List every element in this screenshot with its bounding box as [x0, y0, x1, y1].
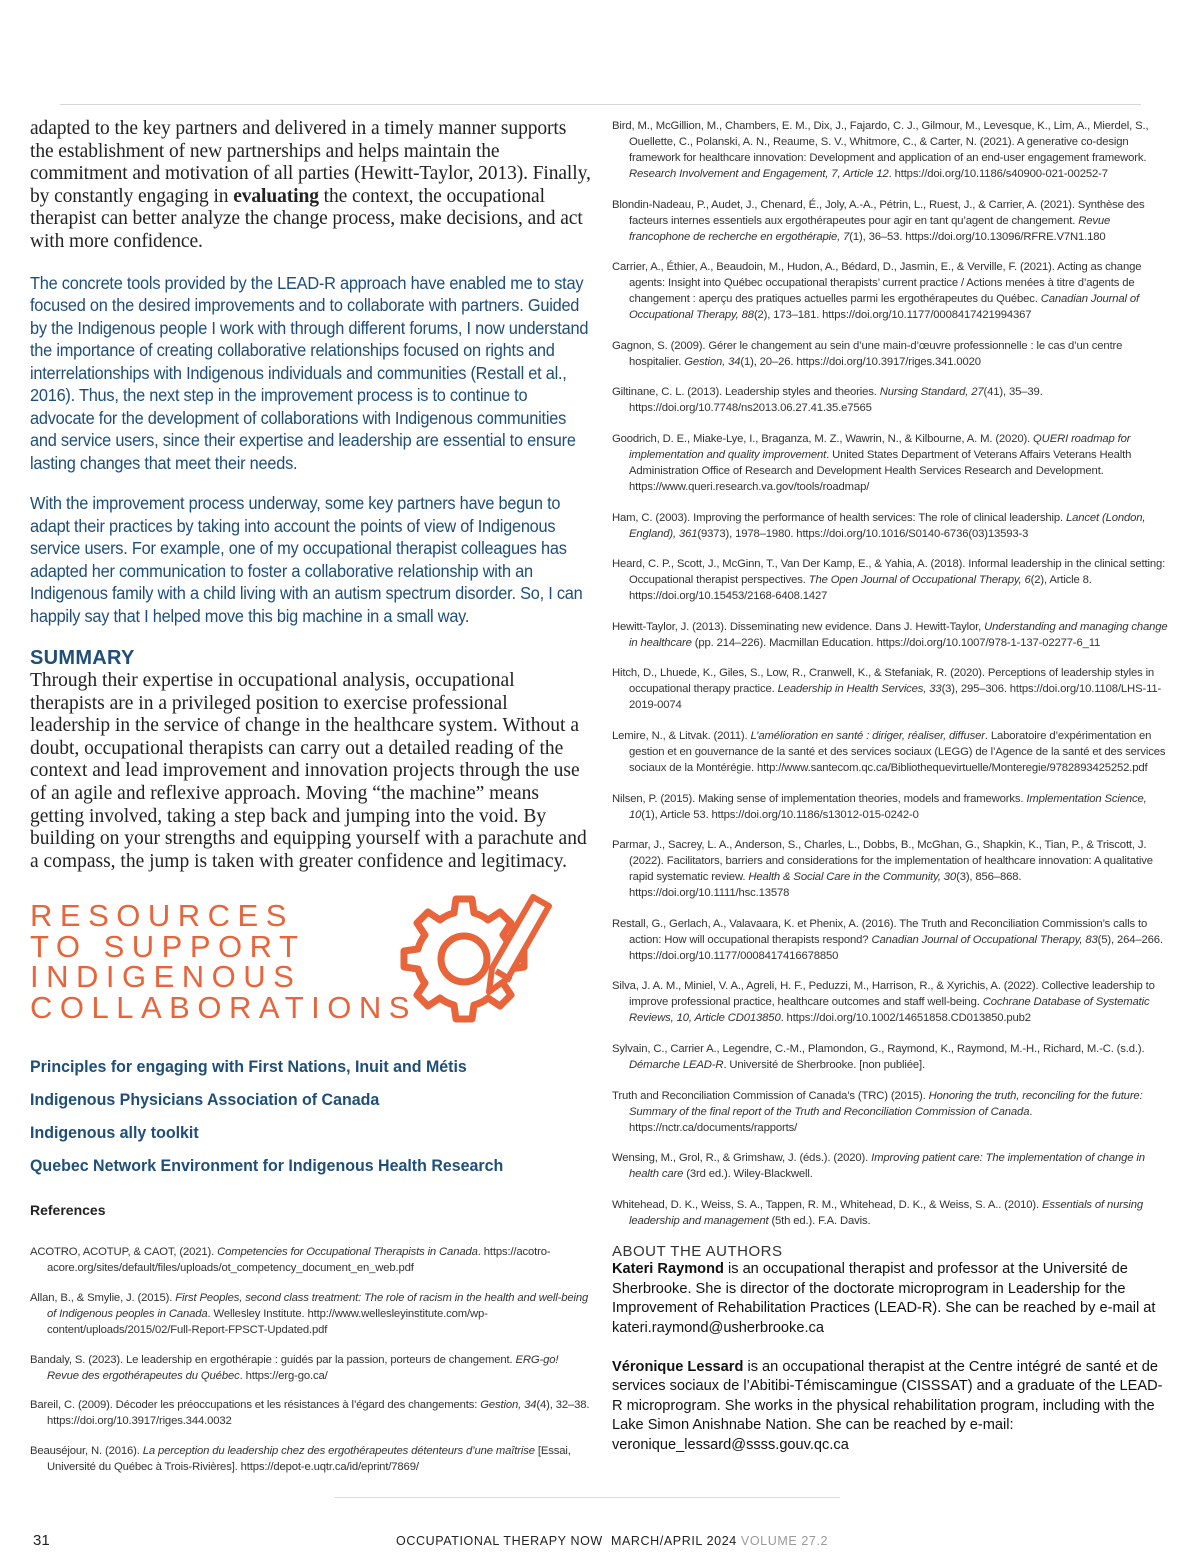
- resource-link-first-nations-principles[interactable]: Principles for engaging with First Nations, Inuit and Métis: [30, 1057, 467, 1077]
- reference-entry: ACOTRO, ACOTUP, & CAOT, (2021). Competencies for Occupational Therapists in Canada. https://acotro-acore.org/sites/default/files/uploads/ot_competency_document_en_web.pdf: [30, 1246, 551, 1275]
- reference-entry: Goodrich, D. E., Miake-Lye, I., Braganza, M. Z., Wawrin, N., & Kilbourne, A. M. (2020). QUERI roadmap for implementation and quality improvement. United States Department of Veterans Affairs Veterans Health Administration Office of Research and Development Health Services Research and Development. https://www.queri.research.va.gov/tools/roadmap/: [612, 432, 1132, 493]
- author-name: Kateri Raymond: [612, 1261, 724, 1278]
- reference-entry: Bareil, C. (2009). Décoder les préoccupations et les résistances à l’égard des changements: Gestion, 34(4), 32–38. https://doi.org/10.3917/riges.344.0032: [30, 1399, 590, 1428]
- author-bio: Kateri Raymond is an occupational therapist and professor at the Université de Sherbrooke. She is director of the doctorate microprogram in Leadership for the Improvement of Rehabilitation Practices (LEAD-R). She can be reached by e-mail at kateri.raymond@usherbrooke.ca: [612, 1261, 1156, 1337]
- resources-title: RESOURCES TO SUPPORT INDIGENOUS COLLABORATIONS: [30, 898, 417, 1025]
- resource-link-quebec-network[interactable]: Quebec Network Environment for Indigenous Health Research: [30, 1156, 504, 1176]
- resource-link-indigenous-physicians[interactable]: Indigenous Physicians Association of Canada: [30, 1090, 380, 1110]
- references-list-right: [612, 118, 1172, 1229]
- reference-entry: Allan, B., & Smylie, J. (2015). First Peoples, second class treatment: The role of racism in the health and well-being of Indigenous peoples in Canada. Wellesley Institute. http://www.wellesleyinstitute.com/wp-content/uploads/2015/02/Full-Report-FPSCT-Updated.pdf: [30, 1292, 589, 1336]
- reference-entry: Bandaly, S. (2023). Le leadership en ergothérapie : guidés par la passion, porteurs de changement. ERG-go! Revue des ergothérapeutes du Québec. https://erg-go.ca/: [30, 1353, 559, 1382]
- references-heading: References: [30, 1202, 106, 1219]
- resource-links: [30, 1057, 592, 1176]
- left-column: [30, 118, 592, 1488]
- reference-entry: Bird, M., McGillion, M., Chambers, E. M., Dix, J., Fajardo, C. J., Gilmour, M., Levesque, K., Lim, A., Mierdel, S., Ouellette, C., Polanski, A. N., Reaume, S. V., Whitmore, C., & Carter, N. (2021). A generative co-design framework for healthcare innovation: Development and application of an end-user engagement framework. Research Involvement and Engagement, 7, Article 12. https://doi.org/10.1186/s40900-021-00252-7: [612, 120, 1149, 180]
- reference-entry: Truth and Reconciliation Commission of Canada’s (TRC) (2015). Honoring the truth, reconciling for the future: Summary of the final report of the Truth and Reconciliation Commission of Canada. https://nctr.ca/documents/rapports/: [612, 1089, 1143, 1134]
- reference-entry: Restall, G., Gerlach, A., Valavaara, K. et Phenix, A. (2016). The Truth and Reconciliation Commission’s calls to action: How will occupational therapists respond? Canadian Journal of Occupational Therapy, 83(5), 264–266. https://doi.org/10.1177/0008417416678850: [612, 917, 1163, 962]
- reference-entry: Ham, C. (2003). Improving the performance of health services: The role of clinical leadership. Lancet (London, England), 361(9373), 1978–1980. https://doi.org/10.1016/S0140-6736(03)13593-3: [612, 511, 1146, 540]
- reference-entry: Carrier, A., Éthier, A., Beaudoin, M., Hudon, A., Bédard, D., Jasmin, E., & Verville, F. (2021). Acting as change agents: Insight into Québec occupational therapists’ current practice / Actions menées à titre d’agents de changement : aperçu des pratiques actuelles parmi les ergothérapeutes du Québec. Canadian Journal of Occupational Therapy, 88(2), 173–181. https://doi.org/10.1177/0008417421994367: [612, 261, 1142, 322]
- reference-entry: Gagnon, S. (2009). Gérer le changement au sein d’une main-d’œuvre professionnelle : le cas d’un centre hospitalier. Gestion, 34(1), 20–26. https://doi.org/10.3917/riges.341.0020: [612, 339, 1123, 368]
- page-number: 31: [33, 1532, 50, 1549]
- reference-entry: Blondin-Nadeau, P., Audet, J., Chenard, É., Joly, A.-A., Pétrin, L., Ruest, J., & Carrier, A. (2021). Synthèse des facteurs internes essentiels aux ergothérapeutes pour agir en tant qu’agent de changement. Revue francophone de recherche en ergothérapie, 7(1), 36–53. https://doi.org/10.13096/RFRE.V7N1.180: [612, 198, 1145, 243]
- gear-pencil-icon: [392, 889, 592, 1039]
- reference-entry: Lemire, N., & Litvak. (2011). L’amélioration en santé : diriger, réaliser, diffuser. Laboratoire d’expérimentation en gestion et en gouvernance de la santé et des services sociaux (LEGG) de l’Agence de la santé et des services sociaux de la Montérégie. http://www.santecom.qc.ca/Bibliothequevirtuelle/Monteregie/9782893425252.pdf: [612, 729, 1166, 774]
- author-name: Véronique Lessard: [612, 1358, 744, 1375]
- reference-entry: Beauséjour, N. (2016). La perception du leadership chez des ergothérapeutes détenteurs d’une maîtrise [Essai, Université du Québec à Trois-Rivières]. https://depot-e.uqtr.ca/id/eprint/7869/: [30, 1444, 571, 1473]
- top-rule: [60, 104, 1141, 105]
- reference-entry: Nilsen, P. (2015). Making sense of implementation theories, models and frameworks. Implementation Science, 10(1), Article 53. https://doi.org/10.1186/s13012-015-0242-0: [612, 792, 1147, 821]
- reference-entry: Parmar, J., Sacrey, L. A., Anderson, S., Charles, L., Dobbs, B., McGhan, G., Shapkin, K., Tian, P., & Triscott, J. (2022). Facilitators, barriers and considerations for the implementation of healthcare innovation: A qualitative rapid systematic review. Health & Social Care in the Community, 30(3), 856–868. https://doi.org/10.1111/hsc.13578: [612, 839, 1153, 900]
- reflection-paragraph: The concrete tools provided by the LEAD-R approach have enabled me to stay focused on the desired improvements and to collaborate with partners. Guided by the Indigenous people I work with through different forums, I now understand the importance of creating collaborative relationships focused on rights and interrelationships with Indigenous individuals and communities (Restall et al., 2016). Thus, the next step in the improvement process is to continue to advocate for the development of collaborations with Indigenous communities and service users, since their expertise and leadership are essential to ensure lasting changes that meet their needs.: [30, 272, 589, 473]
- references-list-left: [30, 1244, 592, 1474]
- reflection-paragraph: With the improvement process underway, some key partners have begun to adapt their practices by taking into account the points of view of Indigenous service users. For example, one of my occupational therapist colleagues has adapted her communication to foster a collaborative relationship with an Indigenous family with a child living with an autism spectrum disorder. So, I can happily say that I helped move this big machine in a small way.: [30, 493, 583, 626]
- resource-link-ally-toolkit[interactable]: Indigenous ally toolkit: [30, 1123, 199, 1143]
- summary-heading: SUMMARY: [30, 647, 135, 670]
- resources-box: [30, 898, 592, 1031]
- right-column: [612, 118, 1172, 1456]
- summary-paragraph: Through their expertise in occupational analysis, occupational therapists are in a privileged position to exercise professional leadership in the service of change in the healthcare system. Without a doubt, occupational therapists can carry out a detailed reading of the context and lead improvement and innovation projects through the use of an agile and reflexive approach. Moving “the machine” means getting involved, taking a step back and jumping into the void. By building on your strengths and equipping yourself with a parachute and a compass, the jump is taken with greater confidence and legitimacy.: [30, 670, 587, 872]
- reference-entry: Sylvain, C., Carrier A., Legendre, C.-M., Plamondon, G., Raymond, K., Raymond, M.-H., Richard, M.-C. (s.d.). Démarche LEAD-R. Université de Sherbrooke. [non publiée].: [612, 1042, 1145, 1071]
- about-heading: ABOUT THE AUTHORS: [612, 1243, 783, 1261]
- author-bio: Véronique Lessard is an occupational therapist at the Centre intégré de santé et de services sociaux de l’Abitibi-Témiscamingue (CISSSAT) and a graduate of the LEAD-R microprogram. She works in the physical rehabilitation program, including with the Lake Simon Anishnabe Nation. She can be reached by e-mail: veronique_lessard@ssss.gouv.qc.ca: [612, 1358, 1163, 1454]
- intro-paragraph: adapted to the key partners and delivered in a timely manner supports the establishment of new partnerships and helps maintain the commitment and motivation of all parties (Hewitt-Taylor, 2013). Finally, by constantly engaging in evaluating the context, the occupational therapist can better analyze the change process, make decisions, and act with more confidence.: [30, 118, 591, 252]
- footer-rule: [334, 1497, 840, 1498]
- running-footer: OCCUPATIONAL THERAPY NOW MARCH/APRIL 2024 VOLUME 27.2: [396, 1534, 829, 1548]
- reference-entry: Hewitt-Taylor, J. (2013). Disseminating new evidence. Dans J. Hewitt-Taylor, Understanding and managing change in healthcare (pp. 214–226). Macmillan Education. https://doi.org/10.1007/978-1-137-02277-6_11: [612, 620, 1168, 649]
- reference-entry: Whitehead, D. K., Weiss, S. A., Tappen, R. M., Whitehead, D. K., & Weiss, S. A.. (2010). Essentials of nursing leadership and management (5th ed.). F.A. Davis.: [612, 1198, 1144, 1227]
- reference-entry: Hitch, D., Lhuede, K., Giles, S., Low, R., Cranwell, K., & Stefaniak, R. (2020). Perceptions of leadership styles in occupational therapy practice. Leadership in Health Services, 33(3), 295–306. https://doi.org/10.1108/LHS-11-2019-0074: [612, 667, 1162, 712]
- reference-entry: Heard, C. P., Scott, J., McGinn, T., Van Der Kamp, E., & Yahia, A. (2018). Informal leadership in the clinical setting: Occupational therapist perspectives. The Open Journal of Occupational Therapy, 6(2), Article 8. https://doi.org/10.15453/2168-6408.1427: [612, 558, 1166, 603]
- reference-entry: Silva, J. A. M., Miniel, V. A., Agreli, H. F., Peduzzi, M., Harrison, R., & Xyrichis, A. (2022). Collective leadership to improve professional practice, healthcare outcomes and staff well-being. Cochrane Database of Systematic Reviews, 10, Article CD013850. https://doi.org/10.1002/14651858.CD013850.pub2: [612, 980, 1155, 1025]
- reference-entry: Wensing, M., Grol, R., & Grimshaw, J. (éds.). (2020). Improving patient care: The implementation of change in health care (3rd ed.). Wiley-Blackwell.: [612, 1152, 1145, 1181]
- reference-entry: Giltinane, C. L. (2013). Leadership styles and theories. Nursing Standard, 27(41), 35–39. https://doi.org/10.7748/ns2013.06.27.41.35.e7565: [612, 386, 1043, 415]
